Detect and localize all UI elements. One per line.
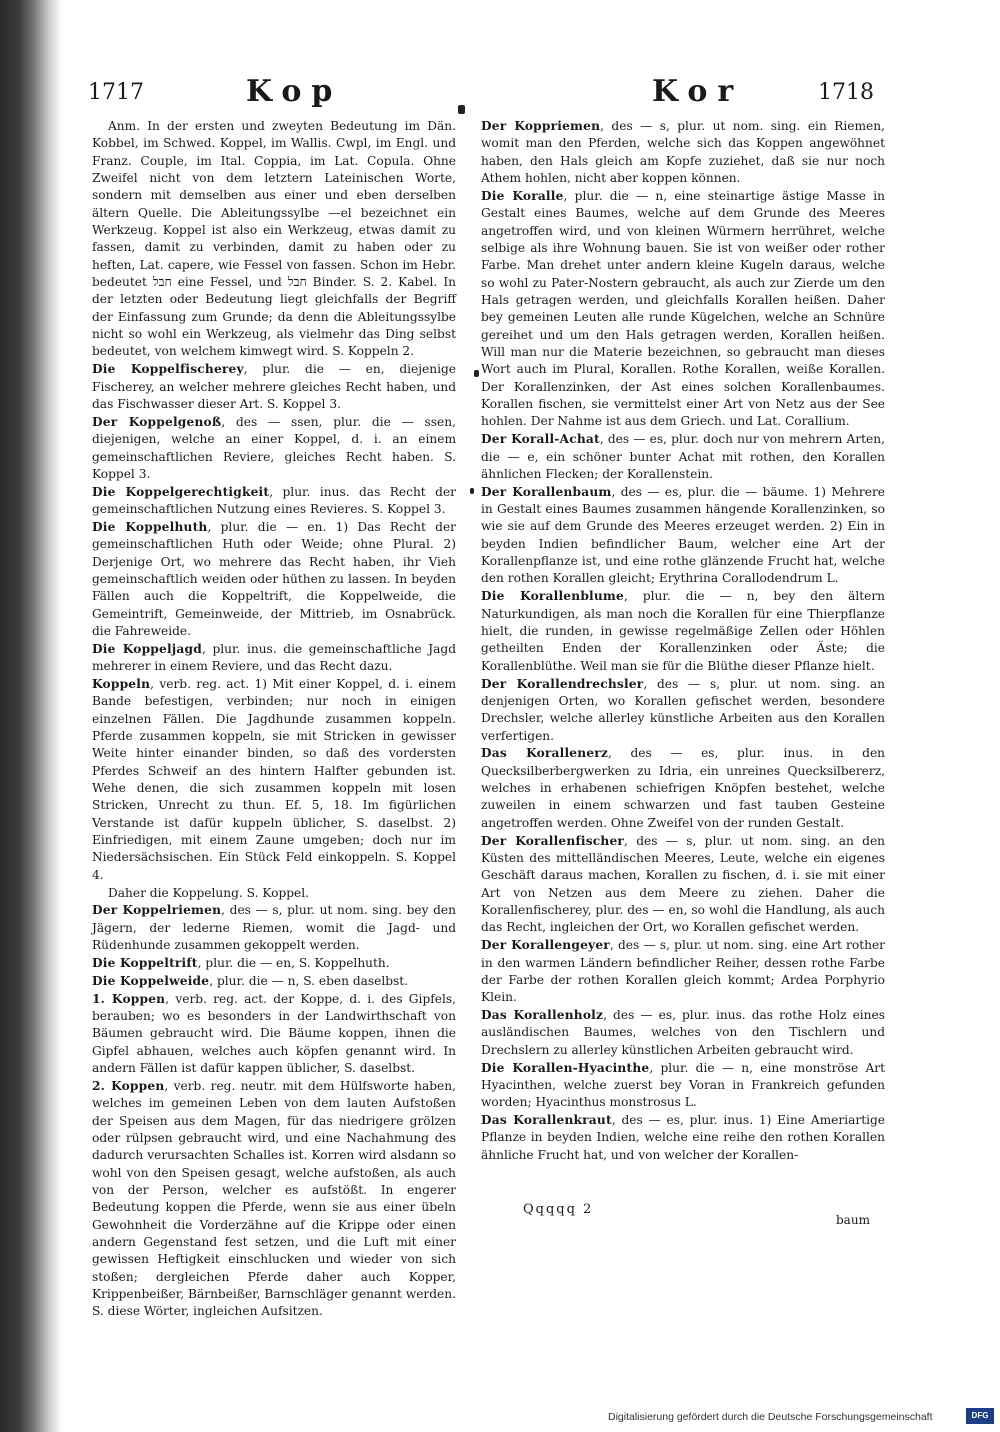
dictionary-entry: 1. Koppen, verb. reg. act. der Koppe, d. i. des Gipfels, berauben; wo es besonders in der Landwirthschaft von Bäumen gebraucht wird. Die Bäume koppen, ihnen die Gipfel abhauen, welches auch köpfen genannt wird. In andern Fällen ist dafür kappen üblicher, S. daselbst. <box>92 991 456 1076</box>
headword: Das Korallenholz <box>481 1008 604 1023</box>
dictionary-entry: Die Koppelgerechtigkeit, plur. inus. das Recht der gemeinschaftlichen Nutzung eines Revieres. S. Koppel 3. <box>92 484 456 517</box>
headword: 1. Koppen <box>92 991 166 1006</box>
left-column <box>92 118 456 1321</box>
headword: Die Korallen-Hyacinthe <box>481 1060 650 1075</box>
dictionary-entry: Die Koppelhuth, plur. die — en. 1) Das Recht der gemeinschaftlichen Huth oder Weide; ohne Plural. 2) Derjenige Ort, wo mehrere das Recht haben, ihr Vieh gemeinschaftlich weiden oder hüthen zu lassen. In beyden Fällen auch die Koppeltrift, die Koppelweide, die Gemeintrift, Gemeinweide, der Mittrieb, im Osnabrück. die Fahreweide. <box>92 519 456 638</box>
dictionary-entry: Das Korallenkraut, des — es, plur. inus. 1) Eine Ameriartige Pflanze in beyden Indien, welche eine reihe den rothen Korallen ähnliche Frucht hat, und von welcher der Korallen- <box>481 1113 886 1162</box>
headword: Koppeln <box>92 677 151 691</box>
dictionary-entry: Der Korallenfischer, des — s, plur. ut nom. sing. an den Küsten des mittelländischen Meeres, Leute, welche ein eigenes Geschäft daraus machen, Korallen zu fischen, d. i. sie mit einer Art von Netzen aus dem Meere zu ziehen. Daher die Korallenfischerey, plur. des — en, so wohl die Handlung, als auch das Recht, ingleichen der Ort, wo Korallen gefischet werden. <box>481 833 885 935</box>
headword: Die Koppelgerechtigkeit <box>92 484 270 499</box>
headword: Der Korallengeyer <box>481 938 610 953</box>
dictionary-entry: Der Korall-Achat, des — es, plur. doch nur von mehrern Arten, die — e, ein schöner bunter Achat mit rothen, den Korallen ähnlichen Flecken; der Korallenstein. <box>481 432 885 481</box>
dictionary-entry: Die Koralle, plur. die — n, eine steinartige ästige Masse in Gestalt eines Baumes, welche auf dem Grunde des Meeres angetroffen wird, und von kleinen Würmern herrühret, welche selbige als ihre Wohnung bauen. Sie ist von weißer oder rother Farbe. Man drehet unter andern kleine Kugeln daraus, welche so wohl zu Pater-Nostern gebraucht, als auch zur Zierde um den Hals getragen werden, und gleichfalls Korallen heißen. Daher bey gemeinen Leuten alle runde Kügelchen, welche an Schnüre gereihet und um den Hals getragen werden, Korallen heißen. Will man nur die Materie bezeichnen, so gebraucht man dieses Wort auch im Plural, Korallen. Rothe Korallen, weiße Korallen. Der Korallenzinken, der Ast eines solchen Korallenbaumes. Korallen fischen, sie vermittelst einer Art von Netz aus der See hohlen. Der Nahme ist aus dem Griech. und Lat. Corallium. <box>481 188 885 429</box>
headword: Das Korallenkraut <box>481 1113 612 1128</box>
headword: Die Koppelhuth <box>92 519 208 534</box>
dictionary-entry: Das Korallenholz, des — es, plur. inus. das rothe Holz eines ausländischen Baumes, welches von den Tischlern und Drechslern zu allerley künstlichen Arbeiten gebraucht wird. <box>481 1008 886 1057</box>
signature-mark: Qqqqq 2 <box>523 1202 594 1217</box>
scan-binding-edge <box>0 0 62 1432</box>
scan-speck <box>458 105 465 114</box>
headword: Der Korall-Achat <box>481 432 600 447</box>
catchword: baum <box>836 1213 870 1227</box>
headword: Der Koppelriemen <box>92 903 222 918</box>
right-page-number: 1718 <box>818 80 874 105</box>
dictionary-entry: Die Korallen-Hyacinthe, plur. die — n, eine monströse Art Hyacinthen, welche zuerst bey Voran in Frankreich gefunden worden; Hyacinthus monstrosus L. <box>481 1060 885 1110</box>
headword: Der Korallenfischer <box>481 833 625 848</box>
dictionary-entry: Der Korallendrechsler, des — s, plur. ut nom. sing. an denjenigen Orten, wo Korallen gefischet werden, besondere Drechsler, welche allerley künstliche Arbeiten aus den Korallen verfertigen. <box>481 676 885 743</box>
headword: Die Koppelweide <box>92 973 210 988</box>
dictionary-entry: Anm. In der ersten und zweyten Bedeutung im Dän. Kobbel, im Schwed. Koppel, im Wallis. Cwpl, im Engl. und Franz. Couple, im Ital. Coppia, im Lat. Copula. Ohne Zweifel nicht von dem letztern Lateinischen Worte, sondern mit demselben aus einer und eben derselben ältern Quelle. Die Ableitungssylbe —el bezeichnet ein Werkzeug. Koppel ist also ein Werkzeug, etwas damit zu fassen, damit zu verbinden, damit zu haben oder zu heften, Lat. capere, wie Fessel von fassen. Schon im Hebr. bedeutet חבל eine Fessel, und חבל Binder. S. 2. Kabel. In der letzten oder Bedeutung liegt gleichfalls der Begriff der Einfassung zum Grunde; da denn die Ableitungssylbe nicht so wohl ein Werkzeug, als vielmehr das Ding selbst bedeutet, von welchem kimwegt wird. S. Koppeln 2. <box>92 119 456 359</box>
left-running-head: Kop <box>246 74 343 109</box>
dictionary-entry: Die Koppelweide, plur. die — n, S. eben daselbst. <box>92 973 409 988</box>
funding-credit: Digitalisierung gefördert durch die Deutsche Forschungsgemeinschaft <box>608 1411 933 1423</box>
dictionary-entry: 2. Koppen, verb. reg. neutr. mit dem Hülfsworte haben, welches im gemeinen Leben von dem lauten Aufstoßen der Speisen aus dem Magen, für das niedrigere grölzen oder rülpsen gebraucht wird, und eine Nachahmung des dadurch verursachten Schalles ist. Korren wird alsdann so wohl von den Speisen gesagt, welche aufstoßen, als auch von der Person, welcher es aufstößt. In engerer Bedeutung koppen die Pferde, wenn sie aus einer übeln Gewohnheit die Vorderzähne auf die Krippe oder einen andern Gegenstand fest setzen, und die Luft mit einer gewissen Heftigkeit einschlucken und wieder von sich stoßen; dergleichen Pferde daher auch Kopper, Krippenbeißer, Bärnbeißer, Barnschläger genannt werden. S. diese Wörter, ingleichen Aufsitzen. <box>92 1078 456 1319</box>
headword: Die Koralle <box>481 188 564 203</box>
right-column <box>481 118 885 1165</box>
headword: Die Korallenblume <box>481 589 624 604</box>
dictionary-entry: Koppeln, verb. reg. act. 1) Mit einer Koppel, d. i. einem Bande befestigen, verbinden; nur noch in einigen einzelnen Fällen. Die Jagdhunde zusammen koppeln. Pferde zusammen koppeln, sie mit Stricken in gewisser Weite hinter einander binden, so daß des vordersten Pferdes Schweif an des hintern Halfter gebunden ist. Wehe denen, die sich zusammen koppeln mit losen Stricken, Unrecht zu thun. Ef. 5, 18. Im figürlichen Verstande ist dafür kuppeln üblicher, S. daselbst. 2) Einfriedigen, mit einem Zaune umgeben; doch nur im Niedersächsischen. Ein Stück Feld einkoppeln. S. Koppel 4. <box>92 677 456 882</box>
scan-speck <box>470 488 474 494</box>
dictionary-entry: Der Korallenbaum, des — es, plur. die — bäume. 1) Mehrere in Gestalt eines Baumes zusammen hängende Korallenzinken, so wie sie auf dem Grunde des Meeres erzeuget werden. 2) Ein in beyden Indien befindlicher Baum, welcher eine Art der Korallenpflanze ist, und eine rothe glänzende Frucht hat, welche den rothen Korallen gleicht; Erythrina Corallodendrum L. <box>481 484 885 586</box>
headword: 2. Koppen <box>92 1078 165 1093</box>
dictionary-entry: Die Koppeltrift, plur. die — en, S. Koppelhuth. <box>92 956 390 970</box>
dictionary-entry: Die Koppelfischerey, plur. die — en, diejenige Fischerey, an welcher mehrere gleiches Recht haben, und das Fischwasser dieser Art. S. Koppel 3. <box>92 362 456 411</box>
dictionary-entry: Der Korallengeyer, des — s, plur. ut nom. sing. eine Art rother in den warmen Ländern befindlicher Reiher, dessen rothe Farbe der Farbe der rothen Korallen gleich kommt; Ardea Porphyrio Klein. <box>481 938 885 1005</box>
dictionary-entry: Die Koppeljagd, plur. inus. die gemeinschaftliche Jagd mehrerer in einem Reviere, und das Recht dazu. <box>92 641 456 674</box>
headword: Der Koppriemen <box>481 119 601 133</box>
dictionary-entry: Das Korallenerz, des — es, plur. inus. in den Quecksilberbergwerken zu Idria, ein unreines Quecksilbererz, welches in erhabenen schiefrigen Knöpfen bestehet, welche zuweilen in einem schwarzen und fast tauben Gesteine angetroffen werden. Ohne Zweifel von der runden Gestalt. <box>481 746 886 830</box>
headword: Die Koppeltrift <box>92 956 198 970</box>
right-running-head: Kor <box>652 74 744 109</box>
headword: Der Korallendrechsler <box>481 676 644 691</box>
headword: Der Korallenbaum <box>481 484 612 499</box>
dictionary-entry: Die Korallenblume, plur. die — n, bey den ältern Naturkundigen, als man noch die Korallen für eine Thierpflanze hielt, die runden, in gewisse regelmäßige Zellen oder Höhlen getheilten Enden der Korallenzinken oder Äste; die Korallenblüthe. Weil man sie für die Blüthe dieser Pflanze hielt. <box>481 589 886 673</box>
headword: Die Koppelfischerey <box>92 362 244 377</box>
headword: Die Koppeljagd <box>92 641 202 656</box>
dfg-logo: DFG <box>966 1408 994 1424</box>
left-page-number: 1717 <box>88 80 144 105</box>
dictionary-entry: Daher die Koppelung. S. Koppel. <box>108 885 310 900</box>
dictionary-entry: Der Koppriemen, des — s, plur. ut nom. sing. ein Riemen, womit man den Pferden, welche sich das Koppen angewöhnet haben, den Hals gleich am Kopfe zuziehet, daß sie nur noch Athem hohlen, nicht aber koppen können. <box>481 119 885 186</box>
dictionary-entry: Der Koppelgenoß, des — ssen, plur. die — ssen, diejenigen, welche an einer Koppel, d. i. an einem gemeinschaftlichen Reviere, gleiches Recht haben. S. Koppel 3. <box>92 414 456 481</box>
headword: Der Koppelgenoß <box>92 414 222 429</box>
scan-speck <box>474 370 479 377</box>
dictionary-entry: Der Koppelriemen, des — s, plur. ut nom. sing. bey den Jägern, der lederne Riemen, womit die Jagd- und Rüdenhunde zusammen gekoppelt werden. <box>92 903 456 953</box>
headword: Das Korallenerz <box>481 746 609 761</box>
